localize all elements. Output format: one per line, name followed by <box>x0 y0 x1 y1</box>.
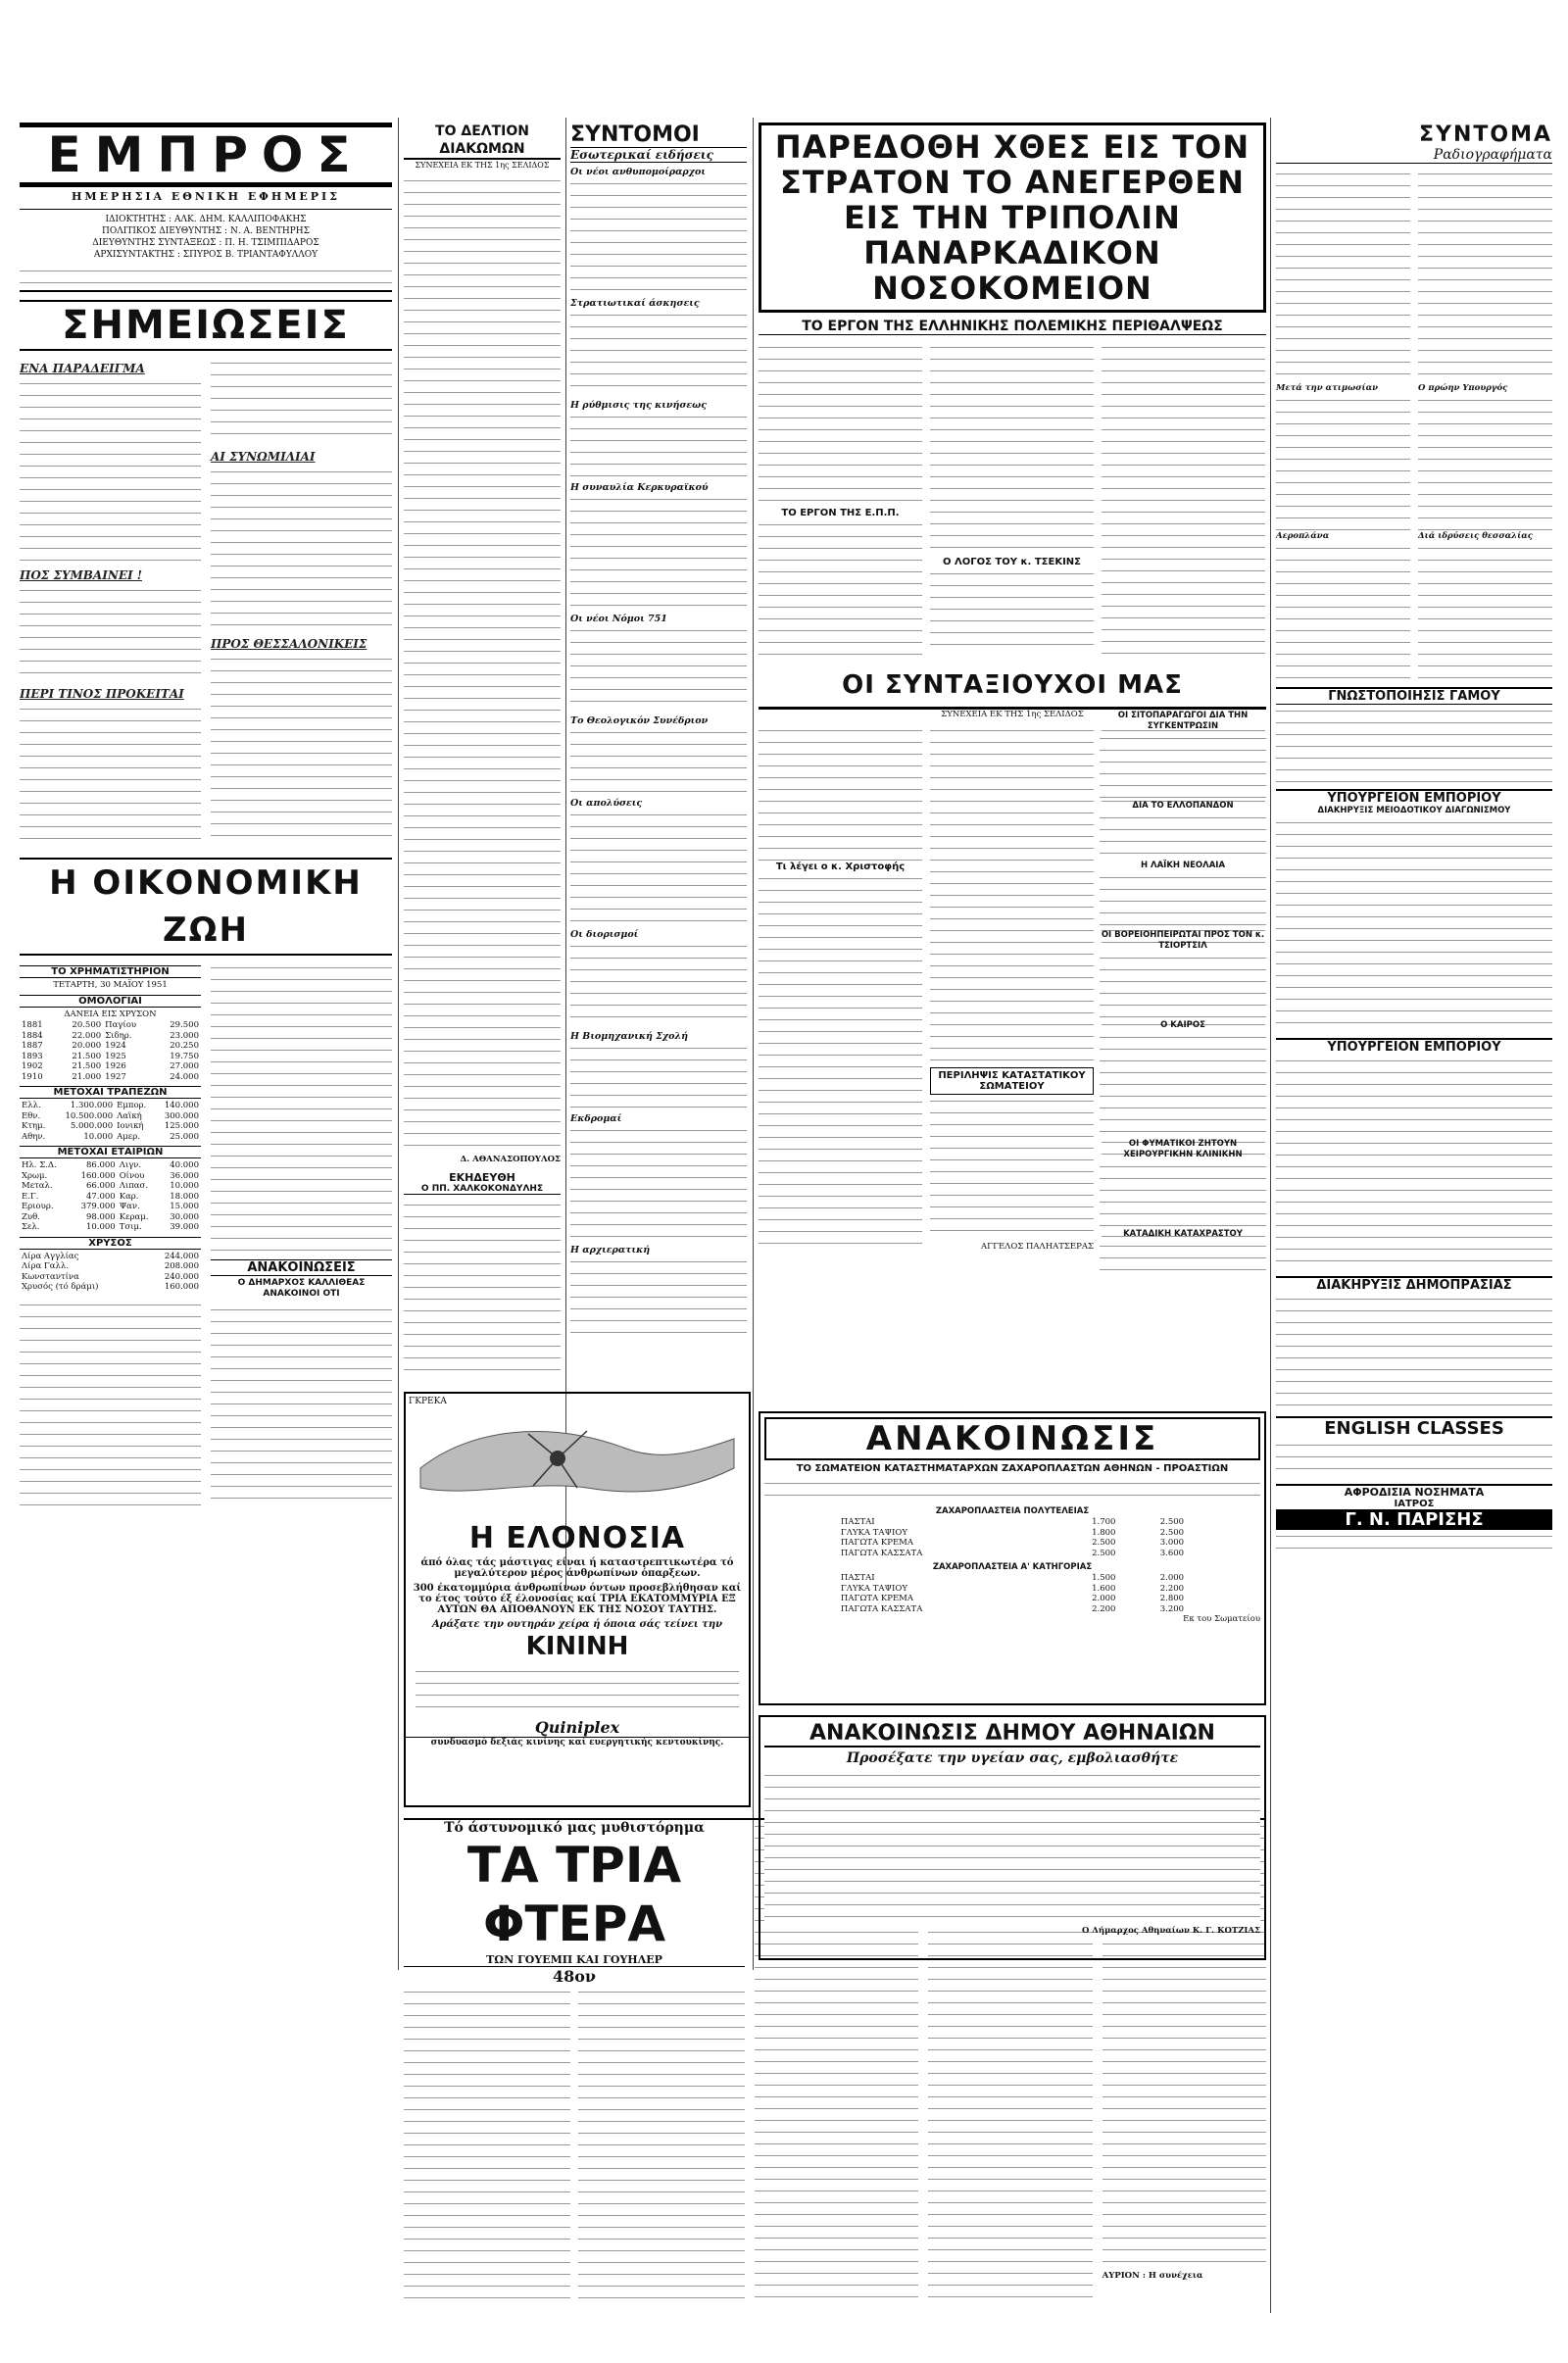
doctor-ad-heading: ΑΦΡΟΔΙΣΙΑ ΝΟΣΗΜΑΤΑ <box>1276 1484 1552 1499</box>
quinine-advert <box>404 1392 751 1807</box>
column-left <box>20 123 392 2318</box>
article-text <box>1276 1530 1552 1559</box>
table-cell: Κεραμ. <box>119 1211 149 1222</box>
announcement-title: ΑΝΑΚΟΙΝΩΣΙΣ <box>764 1417 1260 1460</box>
table-cell: 160.000 <box>80 1170 116 1181</box>
table-cell: 24.000 <box>170 1071 199 1082</box>
column-two-title: ΤΟ ΔΕΛΤΙΟΝ ΔΙΑΚΩΜΩΝ <box>404 123 561 160</box>
table-cell: 1926 <box>105 1061 126 1071</box>
bank-shares-heading: ΜΕΤΟΧΑΙ ΤΡΑΠΕΖΩΝ <box>20 1086 201 1099</box>
column-rule <box>753 118 754 1970</box>
table-cell: 29.500 <box>170 1020 199 1030</box>
novel-footer: ΑΥΡΙΟΝ : Η συνέχεια <box>1102 2271 1203 2281</box>
price-table-heading: ΖΑΧΑΡΟΠΛΑΣΤΕΙΑ Α' ΚΑΤΗΓΟΡΙΑΣ <box>932 1562 1093 1572</box>
article-text <box>764 1477 1260 1506</box>
price-table <box>839 1517 1186 1558</box>
table-cell: 240.000 <box>164 1271 199 1282</box>
staff-line: ΔΙΕΥΘΥΝΤΗΣ ΣΥΝΤΑΞΕΩΣ : Π. Η. ΤΣΙΜΠΙΔΑΡΟΣ <box>92 238 319 248</box>
article-text <box>1276 705 1552 783</box>
table-cell: 21.500 <box>72 1051 102 1061</box>
ministry-heading: ΥΠΟΥΡΓΕΙΟΝ ΕΜΠΟΡΙΟΥ <box>1276 789 1552 806</box>
novel-episode: 48ον <box>552 1967 597 1986</box>
table-cell: Σελ. <box>22 1222 40 1232</box>
table-cell: 47.000 <box>85 1191 116 1202</box>
advert-line: Αράξατε την ουτηράν χείρα ή όποια σάς τείνει την <box>431 1619 723 1630</box>
article-text <box>1276 168 1410 383</box>
table-cell: Λίρα Αγγλίας <box>22 1251 79 1261</box>
column-rule <box>1270 118 1271 2313</box>
table-cell: 20.500 <box>72 1020 102 1030</box>
table-cell: 27.000 <box>170 1061 199 1071</box>
briefs-title: ΣΥΝΤΟΜΟΙ <box>570 123 747 148</box>
table-cell: Οίνου <box>119 1170 145 1181</box>
table-cell: Λαϊκή <box>117 1110 142 1121</box>
mosquito-hand-illustration <box>411 1409 744 1517</box>
article-text <box>1276 816 1552 1032</box>
table-cell: ΠΑΣΤΑΙ <box>840 1573 875 1583</box>
brief-heading: Η Βιομηχανική Σχολή <box>570 1031 689 1042</box>
briefs-list <box>570 167 747 1344</box>
article-text <box>764 1769 1260 1926</box>
article-text <box>1276 394 1410 531</box>
gold-row <box>20 1272 201 1283</box>
column-right <box>1276 123 1552 2318</box>
article-text <box>211 466 392 632</box>
advert-greeting: ΓΚΡΕΚΑ <box>409 1397 447 1406</box>
article-text <box>1418 542 1552 679</box>
table-cell: 5.000.000 <box>70 1121 114 1131</box>
article-text <box>759 724 922 862</box>
article-text <box>930 341 1094 557</box>
table-cell: 19.750 <box>170 1051 199 1061</box>
article-text <box>1418 394 1552 531</box>
announcement-signoff: Εκ του Σωματείου <box>1183 1614 1260 1624</box>
bank-share-row <box>20 1101 201 1111</box>
article-text <box>570 940 747 1028</box>
company-share-row <box>20 1181 201 1192</box>
table-cell: 2.200 <box>1159 1583 1185 1594</box>
article-text <box>20 377 201 564</box>
article-text <box>930 724 1094 1067</box>
brief-heading: Οι νέοι ανθυπομοίραρχοι <box>570 167 706 177</box>
table-cell: Ε.Γ. <box>22 1191 39 1202</box>
company-share-row <box>20 1192 201 1203</box>
table-cell: Ζυθ. <box>22 1211 40 1222</box>
article-text <box>1100 871 1266 930</box>
table-cell: 1924 <box>105 1041 126 1051</box>
price-row <box>839 1517 1186 1528</box>
table-cell: 1902 <box>22 1061 43 1071</box>
rules-signature: ΑΓΓΕΛΟΣ ΠΑΛΗΑΤΣΕΡΑΣ <box>981 1242 1094 1252</box>
gold-row <box>20 1252 201 1262</box>
announcement-sub: ΤΟ ΣΩΜΑΤΕΙΟΝ ΚΑΤΑΣΤΗΜΑΤΑΡΧΩΝ ΖΑΧΑΡΟΠΛΑΣΤΩΝ ΑΘΗΝΩΝ - ΠΡΟΑΣΤΙΩΝ <box>796 1463 1229 1474</box>
table-cell: 18.000 <box>170 1191 199 1202</box>
news-heading: ΟΙ ΦΥΜΑΤΙΚΟΙ ΖΗΤΟΥΝ ΧΕΙΡΟΥΡΓΙΚΗΝ ΚΛΙΝΙΚΗΝ <box>1123 1139 1243 1159</box>
article-text <box>1276 1293 1552 1410</box>
advert-line: άπό όλας τάς μάστιγας είναι ή καταστρεπτικωτέρα τό μεγαλύτερον μέρος άνθρωπίνων όπαρξεων. <box>420 1557 734 1579</box>
news-heading: ΚΑΤΑΔΙΚΗ ΚΑΤΑΧΡΑΣΤΟΥ <box>1123 1229 1243 1239</box>
advert-disease: Η ΕΛΟΝΟΣΙΑ <box>468 1521 686 1555</box>
table-cell: ΓΛΥΚΑ ΤΑΨΙΟΥ <box>840 1527 907 1538</box>
table-cell: Εθν. <box>22 1110 41 1121</box>
price-row <box>839 1538 1186 1549</box>
table-cell: 98.000 <box>85 1211 116 1222</box>
article-text <box>20 703 201 850</box>
lead-headline: ΠΑΡΕΔΟΘΗ ΧΘΕΣ ΕΙΣ ΤΟΝ ΣΤΡΑΤΟΝ ΤΟ ΑΝΕΓΕΡΘΕΝ ΕΙΣ ΤΗΝ ΤΡΙΠΟΛΙΝ ΠΑΝΑΡΚΑΔΙΚΟΝ ΝΟΣΟΚΟΜΕΙΟΝ <box>759 123 1266 313</box>
masthead-title: ΕΜΠΡΟΣ <box>20 123 392 187</box>
brief-heading: Οι απολύσεις <box>570 798 643 809</box>
table-cell: Εμπορ. <box>117 1101 147 1110</box>
table-cell: Λίρα Γαλλ. <box>22 1261 70 1271</box>
notes-title: ΣΗΜΕΙΩΣΕΙΣ <box>20 300 392 351</box>
notes-sub-heading: ΠΡΟΣ ΘΕΣΣΑΛΟΝΙΚΕΙΣ <box>211 637 368 651</box>
table-cell: 1.600 <box>1092 1583 1116 1594</box>
article-text <box>1100 1031 1266 1139</box>
stock-exchange-heading: ΤΟ ΧΡΗΜΑΤΙΣΤΗΡΙΟΝ <box>20 965 201 978</box>
table-cell: Κτημ. <box>22 1121 46 1131</box>
table-cell: 1.800 <box>1092 1527 1116 1538</box>
gold-loan-row <box>20 1041 201 1052</box>
advert-brand: Quiniplex <box>534 1718 620 1737</box>
table-cell: ΠΑΣΤΑΙ <box>840 1517 875 1527</box>
table-cell: 1.300.000 <box>70 1101 114 1110</box>
price-row <box>839 1594 1186 1604</box>
advert-line: 300 έκατομμύρια άνθρωπίνων όντων προσεβλήθησαν καί το έτος τούτο έξ έλονοσίας καί ΤΡΙΑ ΕΚΑΤΟΜΜΥΡΙΑ ΕΞ ΑΥΤΩΝ ΘΑ ΑΠΟΘΑΝΟΥΝ ΕΚ ΤΗΣ ΝΟΣΟΥ ΤΑΥΤΗΣ. <box>413 1583 742 1615</box>
article-text <box>211 357 392 445</box>
continuation-note: ΣΥΝΕΧΕΙΑ ΕΚ ΤΗΣ 1ης ΣΕΛΙΔΟΣ <box>941 710 1084 719</box>
table-cell: 3.600 <box>1159 1548 1185 1558</box>
article-text <box>570 411 747 479</box>
article-text <box>1418 168 1552 383</box>
masthead-address-lines <box>20 265 392 292</box>
company-shares-heading: ΜΕΤΟΧΑΙ ΕΤΑΙΡΙΩΝ <box>20 1146 201 1158</box>
masthead-staff <box>20 209 392 261</box>
table-cell: 2.200 <box>1092 1603 1116 1614</box>
novel-intro: Τό άστυνομικό μας μυθιστόρημα <box>444 1820 705 1836</box>
table-cell: 40.000 <box>170 1160 199 1170</box>
table-cell: 10.500.000 <box>65 1110 114 1121</box>
table-cell: 25.000 <box>170 1131 199 1142</box>
brief-heading: Το Θεολογικόν Συνέδριον <box>570 715 709 726</box>
article-text <box>759 341 922 508</box>
article-text <box>570 726 747 795</box>
table-cell: ΠΑΓΩΤΑ ΚΑΣΣΑΤΑ <box>840 1548 923 1558</box>
table-cell: Κωνσταντίνα <box>22 1271 79 1282</box>
brief-heading: Στρατιωτικαί άσκησεις <box>570 298 700 309</box>
table-cell: 2.000 <box>1159 1573 1185 1583</box>
table-cell: ΠΑΓΩΤΑ ΚΡΕΜΑ <box>840 1594 914 1603</box>
masthead <box>20 123 392 292</box>
notes-sub-heading: ΠΟΣ ΣΥΜΒΑΙΝΕΙ ! <box>20 568 143 582</box>
table-cell: Αθην. <box>22 1131 46 1142</box>
table-cell: 2.500 <box>1092 1538 1116 1548</box>
article-text <box>570 809 747 926</box>
table-cell: Ηλ. Σ.Δ. <box>22 1160 57 1170</box>
brief-heading: Η συναυλία Κερκυραϊκού <box>570 482 709 493</box>
table-cell: 379.000 <box>80 1202 116 1211</box>
table-cell: Αμερ. <box>117 1131 140 1142</box>
table-cell: Ελλ. <box>22 1101 41 1110</box>
staff-line: ΑΡΧΙΣΥΝΤΑΚΤΗΣ : ΣΠΥΡΟΣ Β. ΤΡΙΑΝΤΑΦΥΛΛΟΥ <box>93 250 318 260</box>
article-text <box>570 1255 747 1344</box>
obituary-subheading: Ο ΠΠ. ΧΑΛΚΟΚΟΝΔΥΛΗΣ <box>404 1184 561 1195</box>
article-text <box>404 1199 561 1375</box>
table-cell: 36.000 <box>170 1170 199 1181</box>
article-text <box>1102 341 1265 655</box>
gold-row <box>20 1282 201 1293</box>
syntoma-title: ΣΥΝΤΟΜΑ <box>1419 123 1552 147</box>
table-cell: ΓΛΥΚΑ ΤΑΨΙΟΥ <box>840 1583 907 1594</box>
company-share-row <box>20 1212 201 1223</box>
auction-heading: ΔΙΑΚΗΡΥΞΙΣ ΔΗΜΟΠΡΑΣΙΑΣ <box>1276 1276 1552 1293</box>
athens-announcement <box>759 1715 1266 1960</box>
table-cell: 1.700 <box>1092 1517 1116 1527</box>
athens-title: ΑΝΑΚΟΙΝΩΣΙΣ ΔΗΜΟΥ ΑΘΗΝΑΙΩΝ <box>764 1721 1260 1748</box>
table-cell: 1910 <box>22 1071 43 1082</box>
news-heading: Η ΛΑΪΚΗ ΝΕΟΛΑΙΑ <box>1140 861 1226 870</box>
article-signature: Δ. ΑΘΑΝΑΣΟΠΟΥΛΟΣ <box>460 1155 561 1164</box>
bank-share-row <box>20 1132 201 1143</box>
table-cell: ΠΑΓΩΤΑ ΚΑΣΣΑΤΑ <box>840 1603 923 1614</box>
brief-heading: Εκδρομαί <box>570 1113 622 1124</box>
doctor-ad-sub: ΙΑΤΡΟΣ <box>1394 1499 1435 1509</box>
gold-row <box>20 1261 201 1272</box>
table-cell: Ιονική <box>117 1121 144 1131</box>
obituary-heading: ΕΚΗΔΕΥΘΗ <box>449 1171 515 1184</box>
price-row <box>839 1573 1186 1584</box>
table-cell: 244.000 <box>164 1251 199 1261</box>
gold-loans-table <box>20 1020 201 1082</box>
article-text <box>1100 1240 1266 1279</box>
table-cell: 1925 <box>105 1051 126 1061</box>
gold-loan-row <box>20 1052 201 1062</box>
table-cell: 1.500 <box>1092 1573 1116 1583</box>
rules-heading: ΠΕΡΙΛΗΨΙΣ ΚΑΤΑΣΤΑΤΙΚΟΥ ΣΩΜΑΤΕΙΟΥ <box>930 1067 1094 1095</box>
table-cell: 2.000 <box>1092 1594 1116 1603</box>
table-cell: 208.000 <box>164 1261 199 1271</box>
briefs-subtitle: Εσωτερικαί ειδήσεις <box>570 148 747 163</box>
bank-share-row <box>20 1121 201 1132</box>
marriage-heading: ΓΝΩΣΤΟΠΟΙΗΣΙΣ ΓΑΜΟΥ <box>1276 687 1552 705</box>
table-cell: 15.000 <box>170 1202 199 1211</box>
table-cell: 2.500 <box>1159 1527 1185 1538</box>
company-share-row <box>20 1222 201 1233</box>
article-text <box>1100 812 1266 861</box>
table-cell: 86.000 <box>85 1160 116 1170</box>
notes-sub-heading: ΕΝΑ ΠΑΡΑΔΕΙΓΜΑ <box>20 362 145 375</box>
gold-heading: ΧΡΥΣΟΣ <box>20 1237 201 1250</box>
advert-drug: ΚΙΝΙΝΗ <box>525 1632 629 1661</box>
table-cell: Σιδηρ. <box>105 1030 132 1041</box>
notice-body: Ο ΔΗΜΑΡΧΟΣ ΚΑΛΛΙΘΕΑΣ ΑΝΑΚΟΙΝΟΙ ΟΤΙ <box>237 1278 366 1299</box>
table-cell: 2.500 <box>1159 1517 1185 1527</box>
price-row <box>839 1604 1186 1615</box>
table-cell: 39.000 <box>170 1222 199 1232</box>
article-text <box>211 961 392 1255</box>
brief-heading: Η ρύθμισις της κινήσεως <box>570 400 707 411</box>
table-cell: 21.000 <box>72 1071 102 1082</box>
gold-loan-row <box>20 1020 201 1031</box>
table-cell: Εριουρ. <box>22 1202 54 1211</box>
table-cell: 10.000 <box>85 1222 116 1232</box>
table-cell: ΠΑΓΩΤΑ ΚΡΕΜΑ <box>840 1538 914 1548</box>
table-cell: 23.000 <box>170 1030 199 1041</box>
lead-inner-heading: ΤΟ ΕΡΓΟΝ ΤΗΣ Ε.Π.Π. <box>781 508 900 518</box>
article-text <box>404 1986 570 2299</box>
table-cell: Μεταλ. <box>22 1181 53 1191</box>
syntoma-item: Αεροπλάνα <box>1276 531 1330 541</box>
article-text <box>570 1042 747 1110</box>
pensioners-quote: Τι λέγει ο κ. Χριστοφής <box>775 862 906 872</box>
article-text <box>1276 542 1410 679</box>
pensioners-headline: ΟΙ ΣΥΝΤΑΞΙΟΥΧΟΙ ΜΑΣ <box>759 664 1266 710</box>
article-text <box>570 1124 747 1242</box>
notes-sub-heading: ΑΙ ΣΥΝΩΜΙΛΙΑΙ <box>211 450 316 464</box>
table-cell: Ψαν. <box>119 1202 140 1211</box>
syntoma-item: Ο πρώην Υπουργός <box>1418 383 1508 393</box>
article-text <box>759 872 922 1245</box>
price-row <box>839 1584 1186 1595</box>
table-cell: 2.500 <box>1092 1548 1116 1558</box>
price-table-heading: ΖΑΧΑΡΟΠΛΑΣΤΕΙΑ ΠΟΛΥΤΕΛΕΙΑΣ <box>935 1506 1090 1516</box>
company-shares-table <box>20 1160 201 1233</box>
gold-table <box>20 1252 201 1293</box>
article-text <box>211 653 392 839</box>
article-text <box>578 1986 745 2299</box>
bank-shares-table <box>20 1101 201 1142</box>
article-text <box>404 174 561 1155</box>
column-short-news <box>1100 711 1266 1397</box>
syntoma-item: Μετά την ατιμωσίαν <box>1276 383 1379 393</box>
article-text <box>1100 1160 1266 1229</box>
company-share-row <box>20 1171 201 1182</box>
table-cell: Λιπασ. <box>119 1181 149 1191</box>
table-cell: 1927 <box>105 1071 126 1082</box>
masthead-subtitle: ΗΜΕΡΗΣΙΑ ΕΘΝΙΚΗ ΕΦΗΜΕΡΙΣ <box>72 190 340 203</box>
table-cell: 10.000 <box>83 1131 114 1142</box>
table-cell: 160.000 <box>164 1282 199 1292</box>
column-rule <box>565 118 566 1588</box>
company-share-row <box>20 1160 201 1171</box>
column-rule <box>398 118 399 1970</box>
price-table <box>839 1573 1186 1614</box>
table-cell: Λιγν. <box>119 1160 142 1170</box>
news-heading: Ο ΚΑΙΡΟΣ <box>1160 1020 1205 1030</box>
athens-signer: Ο Δήμαρχος Αθηναίων Κ. Γ. ΚΟΤΖΙΑΣ <box>1081 1926 1260 1936</box>
table-cell: 30.000 <box>170 1211 199 1222</box>
table-cell: 1887 <box>22 1041 43 1051</box>
gold-loans-heading: ΔΑΝΕΙΑ ΕΙΣ ΧΡΥΣΟΝ <box>64 1009 157 1019</box>
ministry-heading: ΥΠΟΥΡΓΕΙΟΝ ΕΜΠΟΡΙΟΥ <box>1276 1038 1552 1055</box>
article-text <box>759 518 922 656</box>
athens-slogan: Προσέξατε την υγείαν σας, εμβολιασθήτε <box>846 1750 1179 1766</box>
continuation-note: ΣΥΝΕΧΕΙΑ ΕΚ ΤΗΣ 1ης ΣΕΛΙΔΟΣ <box>415 161 550 170</box>
table-cell: 10.000 <box>170 1181 199 1191</box>
advert-body <box>416 1665 739 1714</box>
table-cell: Καρ. <box>119 1191 139 1202</box>
gold-loan-row <box>20 1061 201 1072</box>
economy-title: Η ΟΙΚΟΝΟΜΙΚΗ ΖΩΗ <box>20 858 392 956</box>
table-cell: Χρωμ. <box>22 1170 48 1181</box>
lead-inner-heading: Ο ΛΟΓΟΣ ΤΟΥ κ. ΤΣΕΚΙΝΣ <box>943 557 1081 567</box>
notices-heading: ΑΝΑΚΟΙΝΩΣΕΙΣ <box>211 1259 392 1276</box>
brief-heading: Οι νέοι Νόμοι 751 <box>570 614 667 624</box>
novel-title: ΤΑ ΤΡΙΑ ΦΤΕΡΑ <box>466 1837 682 1952</box>
table-cell: 125.000 <box>164 1121 199 1131</box>
table-cell: 3.000 <box>1159 1538 1185 1548</box>
article-text <box>20 1299 201 1514</box>
price-row <box>839 1549 1186 1559</box>
article-text <box>1276 1055 1552 1270</box>
staff-line: ΙΔΙΟΚΤΗΤΗΣ : ΑΛΚ. ΔΗΜ. ΚΑΛΛΙΠΟΦΑΚΗΣ <box>105 215 307 224</box>
table-cell: 3.200 <box>1159 1603 1185 1614</box>
article-text <box>570 624 747 713</box>
staff-line: ΠΟΛΙΤΙΚΟΣ ΔΙΕΥΘΥΝΤΗΣ : Ν. Α. ΒΕΝΤΗΡΗΣ <box>102 226 310 236</box>
table-cell: 1893 <box>22 1051 43 1061</box>
table-cell: Τσιμ. <box>119 1222 142 1232</box>
article-text <box>211 1304 392 1500</box>
article-text <box>1100 732 1266 801</box>
news-heading: ΟΙ ΣΙΤΟΠΑΡΑΓΩΓΟΙ ΔΙΑ ΤΗΝ ΣΥΓΚΕΝΤΡΩΣΙΝ <box>1117 711 1249 731</box>
table-cell: 300.000 <box>164 1110 199 1121</box>
stock-date: ΤΕΤΑΡΤΗ, 30 ΜΑΪΟΥ 1951 <box>53 980 168 990</box>
gold-loan-row <box>20 1072 201 1083</box>
doctor-name: Γ. Ν. ΠΑΡΙΣΗΣ <box>1276 1509 1552 1530</box>
table-cell: 2.800 <box>1159 1594 1185 1603</box>
article-text <box>570 309 747 397</box>
novel-authors: ΤΩΝ ΓΟΥΕΜΠ ΚΑΙ ΓΟΥΗΛΕΡ <box>404 1953 745 1967</box>
tender-heading: ΔΙΑΚΗΡΥΞΙΣ ΜΕΙΟΔΟΤΙΚΟΥ ΔΙΑΓΩΝΙΣΜΟΥ <box>1317 806 1511 815</box>
article-text <box>570 493 747 611</box>
table-cell: 20.000 <box>72 1041 102 1051</box>
table-cell: 66.000 <box>85 1181 116 1191</box>
table-cell: Παγίου <box>105 1020 137 1030</box>
syntoma-subtitle: Ραδιογραφήματα <box>1276 147 1552 164</box>
lead-deck: ΤΟ ΕΡΓΟΝ ΤΗΣ ΕΛΛΗΝΙΚΗΣ ΠΟΛΕΜΙΚΗΣ ΠΕΡΙΘΑΛΨΕΩΣ <box>759 319 1266 335</box>
advert-tagline: συνδυασμό δεξιάς κινίνης καί ευεργητικής κεντουκίνης. <box>406 1737 749 1748</box>
bank-share-row <box>20 1111 201 1122</box>
price-row <box>839 1528 1186 1539</box>
notes-sub-heading: ΠΕΡΙ ΤΙΝΟΣ ΠΡΟΚΕΙΤΑΙ <box>20 687 184 701</box>
article-text <box>930 567 1094 656</box>
table-cell: 140.000 <box>164 1101 199 1110</box>
pastry-announcement <box>759 1411 1266 1705</box>
article-text <box>20 584 201 682</box>
brief-heading: Η αρχιερατική <box>570 1245 651 1255</box>
brief-heading: Οι διορισμοί <box>570 929 639 940</box>
company-share-row <box>20 1202 201 1212</box>
news-heading: ΟΙ ΒΟΡΕΙΟΗΠΕΙΡΩΤΑΙ ΠΡΟΣ ΤΟΝ κ. ΤΣΙΟΡΤΣΙΛ <box>1101 930 1265 951</box>
article-text <box>1100 952 1266 1020</box>
syntoma-item: Διά ιδρύσεις θεσσαλίας <box>1418 531 1533 541</box>
article-text <box>930 1095 1094 1242</box>
table-cell: 21.500 <box>72 1061 102 1071</box>
table-cell: 20.250 <box>170 1041 199 1051</box>
table-cell: Χρυσός (τό δράμι) <box>22 1282 99 1292</box>
table-cell: 1884 <box>22 1030 43 1041</box>
table-cell: 1881 <box>22 1020 43 1030</box>
table-cell: 22.000 <box>72 1030 102 1041</box>
news-heading: ΔΙΑ ΤΟ ΕΛΛΟΠΑΝΔΟΝ <box>1132 801 1234 811</box>
english-classes: ENGLISH CLASSES <box>1276 1416 1552 1439</box>
article-text <box>1276 1439 1552 1478</box>
bonds-heading: ΟΜΟΛΟΓΙΑΙ <box>20 995 201 1008</box>
gold-loan-row <box>20 1031 201 1042</box>
article-text <box>570 177 747 295</box>
